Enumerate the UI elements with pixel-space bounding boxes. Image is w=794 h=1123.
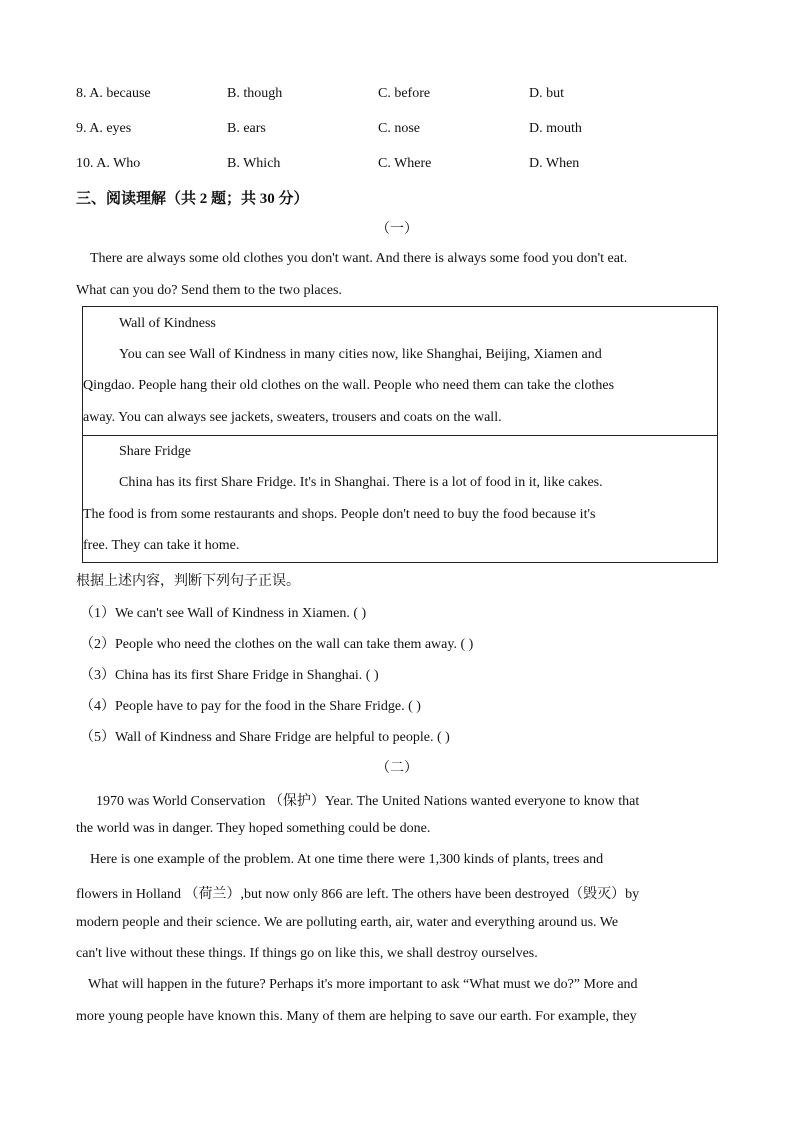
passage-line: modern people and their science. We are polluting earth, air, water and everything around us. We xyxy=(76,915,619,930)
part-title: （二） xyxy=(376,761,418,776)
passage-line: the world was in danger. They hoped something could be done. xyxy=(76,821,431,836)
passage-line: Here is one example of the problem. At one time there were 1,300 kinds of plants, trees and xyxy=(90,852,604,867)
intro-line-2: What can you do? Send them to the two places. xyxy=(76,283,342,298)
option-d: D. but xyxy=(529,86,564,101)
box-title-wall: Wall of Kindness xyxy=(119,316,216,331)
box-text: The food is from some restaurants and shops. People don't need to buy the food because it's xyxy=(83,507,596,522)
section-title: 三、阅读理解（共 2 题；共 30 分） xyxy=(76,191,309,207)
reading-box xyxy=(82,306,718,563)
option-c: C. nose xyxy=(378,121,420,136)
option-a: 10. A. Who xyxy=(76,156,141,171)
box-text: China has its first Share Fridge. It's in Shanghai. There is a lot of food in it, like cakes. xyxy=(119,475,603,490)
option-d: D. When xyxy=(529,156,580,171)
passage-line: What will happen in the future? Perhaps it's more important to ask “What must we do?” More and xyxy=(88,977,638,992)
option-c: C. Where xyxy=(378,156,432,171)
box-title-fridge: Share Fridge xyxy=(119,444,191,459)
option-c: C. before xyxy=(378,86,431,101)
option-a: 8. A. because xyxy=(76,86,151,101)
box-divider xyxy=(83,435,717,436)
option-b: B. ears xyxy=(227,121,266,136)
passage-line: 1970 was World Conservation （保护）Year. The United Nations wanted everyone to know that xyxy=(96,794,640,809)
option-a: 9. A. eyes xyxy=(76,121,132,136)
question-item: （2）People who need the clothes on the wall can take them away. ( ) xyxy=(80,637,474,652)
part-title: （一） xyxy=(376,222,418,237)
question-item: （4）People have to pay for the food in the Share Fridge. ( ) xyxy=(80,699,421,714)
question-item: （1）We can't see Wall of Kindness in Xiamen. ( ) xyxy=(80,606,367,621)
question-item: （5）Wall of Kindness and Share Fridge are helpful to people. ( ) xyxy=(80,730,450,745)
instruction-text: 根据上述内容，判断下列句子正误。 xyxy=(76,574,300,589)
option-b: B. Which xyxy=(227,156,281,171)
box-text: Qingdao. People hang their old clothes on the wall. People who need them can take the clothes xyxy=(83,378,615,393)
option-d: D. mouth xyxy=(529,121,582,136)
box-text: free. They can take it home. xyxy=(83,538,240,553)
passage-line: can't live without these things. If things go on like this, we shall destroy ourselves. xyxy=(76,946,538,961)
question-item: （3）China has its first Share Fridge in Shanghai. ( ) xyxy=(80,668,379,683)
passage-line: flowers in Holland （荷兰）,but now only 866 are left. The others have been destroyed（毁灭）by xyxy=(76,887,640,902)
intro-line-1: There are always some old clothes you don't want. And there is always some food you don't eat. xyxy=(90,251,628,266)
passage-line: more young people have known this. Many of them are helping to save our earth. For example, they xyxy=(76,1009,637,1024)
option-b: B. though xyxy=(227,86,283,101)
box-text: away. You can always see jackets, sweaters, trousers and coats on the wall. xyxy=(83,410,502,425)
box-text: You can see Wall of Kindness in many cities now, like Shanghai, Beijing, Xiamen and xyxy=(119,347,602,362)
